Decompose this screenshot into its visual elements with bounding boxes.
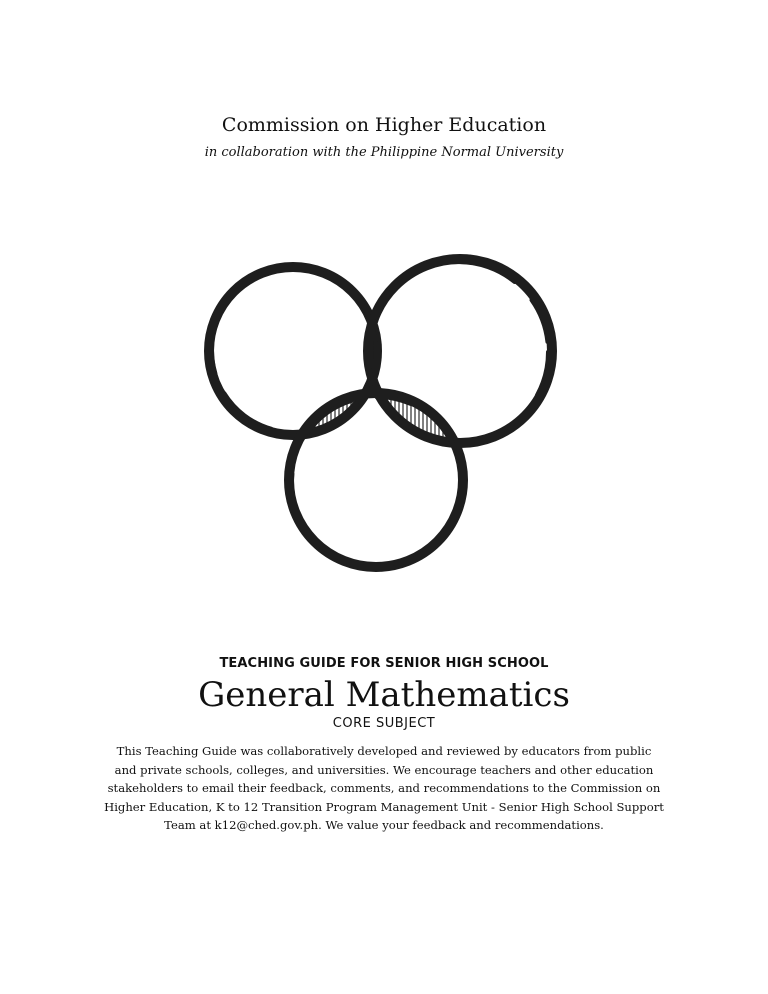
organization-name: Commission on Higher Education xyxy=(221,114,547,136)
collaboration-line: in collaboration with the Philippine Normal University xyxy=(204,145,564,160)
guide-type-label: TEACHING GUIDE FOR SENIOR HIGH SCHOOL xyxy=(219,656,549,671)
page-title: General Mathematics xyxy=(198,675,570,715)
feedback-note: This Teaching Guide was collaboratively developed and reviewed by educators from public and private schools, colleges, and universities. We encourage teachers and other education stakeholders to email their feedback, comments, and recommendations to the Commission on Higher Education, K to 12 Transition Program Management Unit - Senior High School Support Team at k12@ched.gov.ph. We value your feedback and recommendations. xyxy=(104,744,664,832)
subject-type-label: CORE SUBJECT xyxy=(332,716,436,731)
cover-header xyxy=(0,112,768,164)
venn-diagram-icon xyxy=(190,244,580,589)
title-block xyxy=(0,655,768,733)
venn-circles xyxy=(209,259,552,567)
